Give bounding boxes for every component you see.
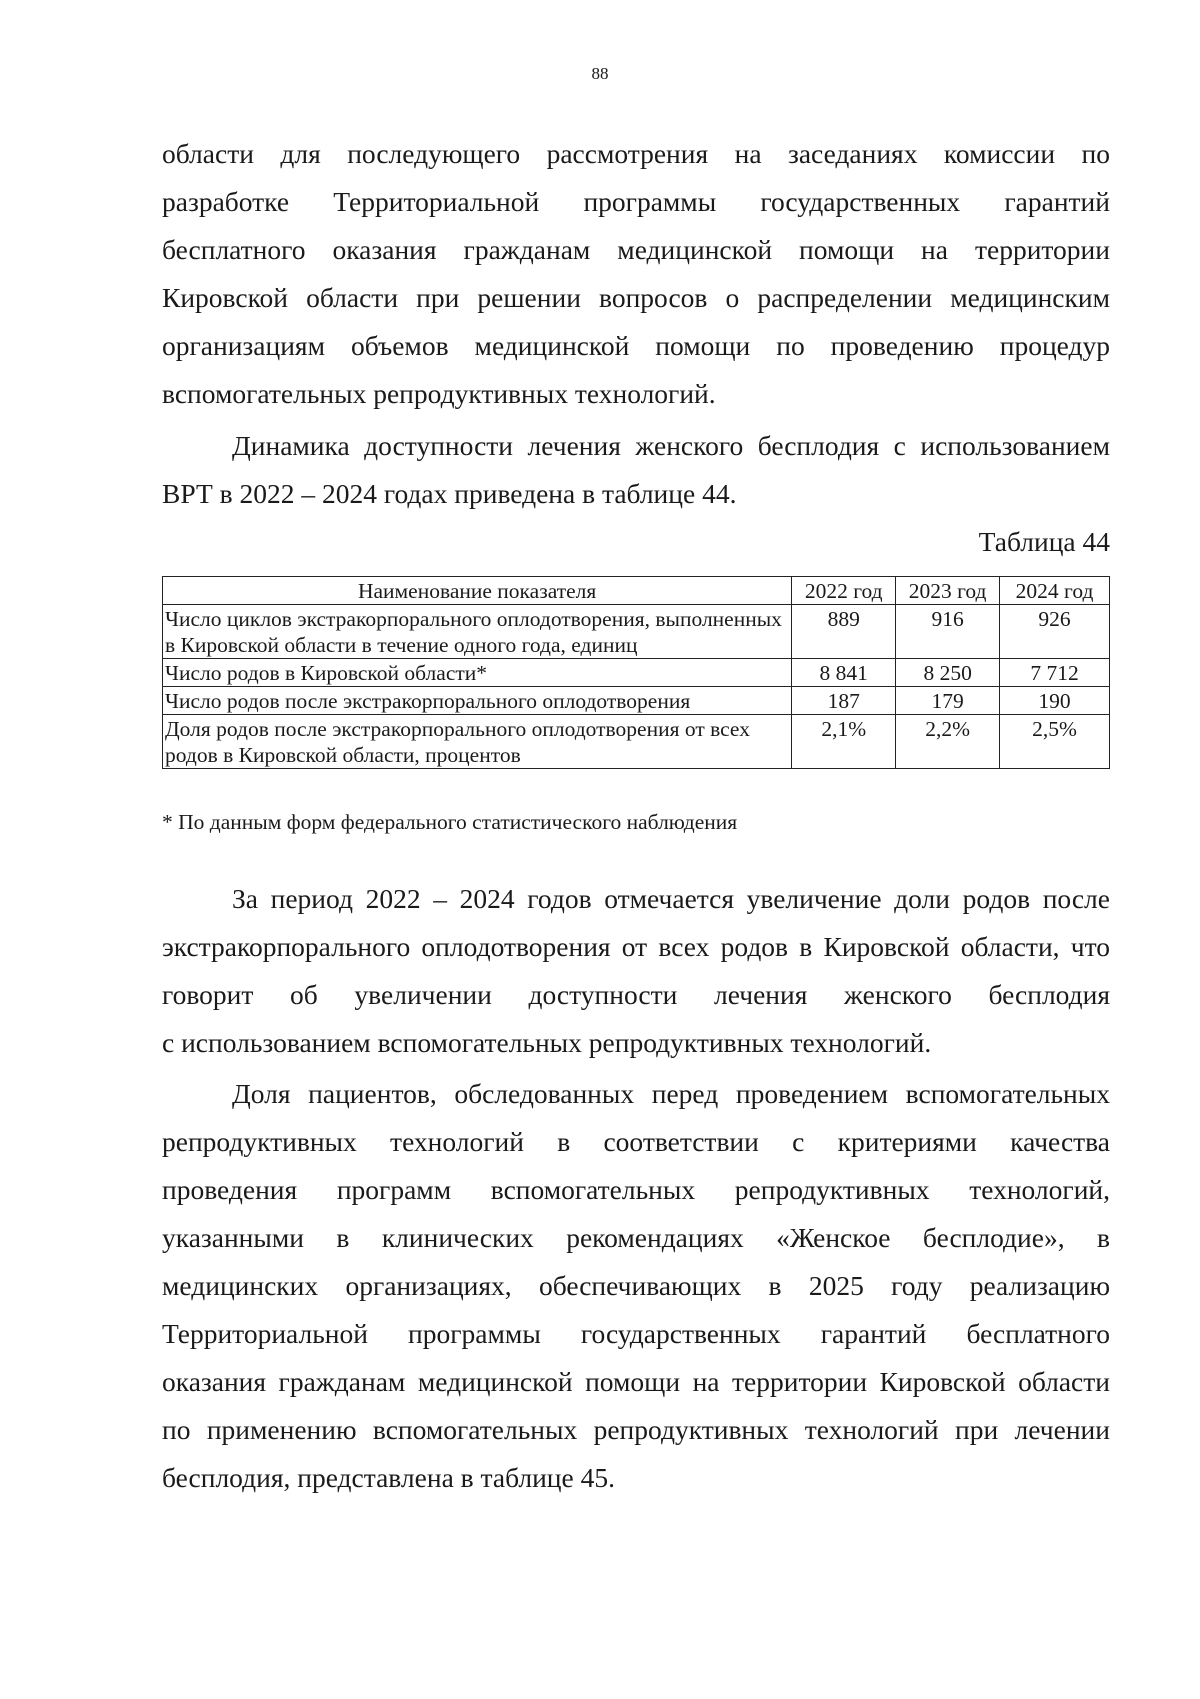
paragraph-line: организациям объемов медицинской помощи по проведению процедур	[162, 330, 1110, 361]
table-row	[163, 659, 1110, 687]
paragraph-line: бесплодия, представлена в таблице 45.	[162, 1462, 615, 1493]
table-header-cell: 2023 год	[896, 577, 1000, 605]
paragraph-line: указанными в клинических рекомендациях «Женское бесплодие», в	[162, 1222, 1110, 1253]
paragraph-line: с использованием вспомогательных репродуктивных технологий.	[162, 1027, 932, 1058]
table-row-label: Доля родов после экстракорпорального оплодотворения от всех родов в Кировской области, процентов	[163, 715, 792, 769]
paragraph-line: медицинских организациях, обеспечивающих в 2025 году реализацию	[162, 1270, 1110, 1301]
paragraph-line: ВРТ в 2022 – 2024 годах приведена в таблице 44.	[162, 478, 737, 509]
table-cell: 2,1%	[792, 715, 896, 769]
paragraph-line: Территориальной программы государственных гарантий бесплатного	[162, 1318, 1110, 1349]
paragraph-line: бесплатного оказания гражданам медицинской помощи на территории	[162, 234, 1110, 265]
paragraph-line: экстракорпорального оплодотворения от всех родов в Кировской области, что	[162, 931, 1110, 962]
table-cell: 2,2%	[896, 715, 1000, 769]
paragraph-line: говорит об увеличении доступности лечения женского бесплодия	[162, 979, 1110, 1010]
paragraph-line: разработке Территориальной программы государственных гарантий	[162, 186, 1110, 217]
table-header-cell: 2024 год	[1000, 577, 1110, 605]
table-cell: 179	[896, 687, 1000, 715]
paragraph-line: Кировской области при решении вопросов о распределении медицинским	[162, 282, 1110, 313]
paragraph-line: Доля пациентов, обследованных перед проведением вспомогательных	[232, 1078, 1110, 1109]
table-row-label: Число циклов экстракорпорального оплодотворения, выполненных в Кировской области в течение одного года, единиц	[163, 605, 792, 659]
table-header-cell: Наименование показателя	[163, 577, 792, 605]
table-row	[163, 605, 1110, 659]
table-cell: 889	[792, 605, 896, 659]
table-row-label: Число родов в Кировской области*	[163, 659, 792, 687]
paragraph-line: по применению вспомогательных репродуктивных технологий при лечении	[162, 1414, 1110, 1445]
paragraph-1	[162, 130, 1110, 418]
table-cell: 916	[896, 605, 1000, 659]
paragraph-2	[162, 422, 1110, 518]
paragraph-line: области для последующего рассмотрения на заседаниях комиссии по	[162, 138, 1110, 169]
table-cell: 2,5%	[1000, 715, 1110, 769]
table-row	[163, 687, 1110, 715]
table-cell: 8 841	[792, 659, 896, 687]
paragraph-line: оказания гражданам медицинской помощи на территории Кировской области	[162, 1366, 1110, 1397]
paragraph-line: репродуктивных технологий в соответствии с критериями качества	[162, 1126, 1110, 1157]
table-cell: 8 250	[896, 659, 1000, 687]
paragraph-line: Динамика доступности лечения женского бесплодия с использованием	[232, 430, 1110, 461]
paragraph-line: За период 2022 – 2024 годов отмечается увеличение доли родов после	[232, 883, 1110, 914]
table-header-cell: 2022 год	[792, 577, 896, 605]
table-cell: 7 712	[1000, 659, 1110, 687]
table-caption: Таблица 44	[978, 526, 1110, 557]
table-row-label: Число родов после экстракорпорального оплодотворения	[163, 687, 792, 715]
paragraph-line: вспомогательных репродуктивных технологий.	[162, 378, 716, 409]
page-number: 88	[591, 64, 609, 83]
table-cell: 187	[792, 687, 896, 715]
table-cell: 926	[1000, 605, 1110, 659]
paragraph-3	[162, 875, 1110, 1067]
table-header-row	[163, 577, 1110, 605]
paragraph-line: проведения программ вспомогательных репродуктивных технологий,	[162, 1174, 1110, 1205]
table-footnote: * По данным форм федерального статистического наблюдения	[162, 810, 738, 834]
table-row	[163, 715, 1110, 769]
table-cell: 190	[1000, 687, 1110, 715]
paragraph-4	[162, 1070, 1110, 1502]
data-table	[162, 576, 1110, 769]
